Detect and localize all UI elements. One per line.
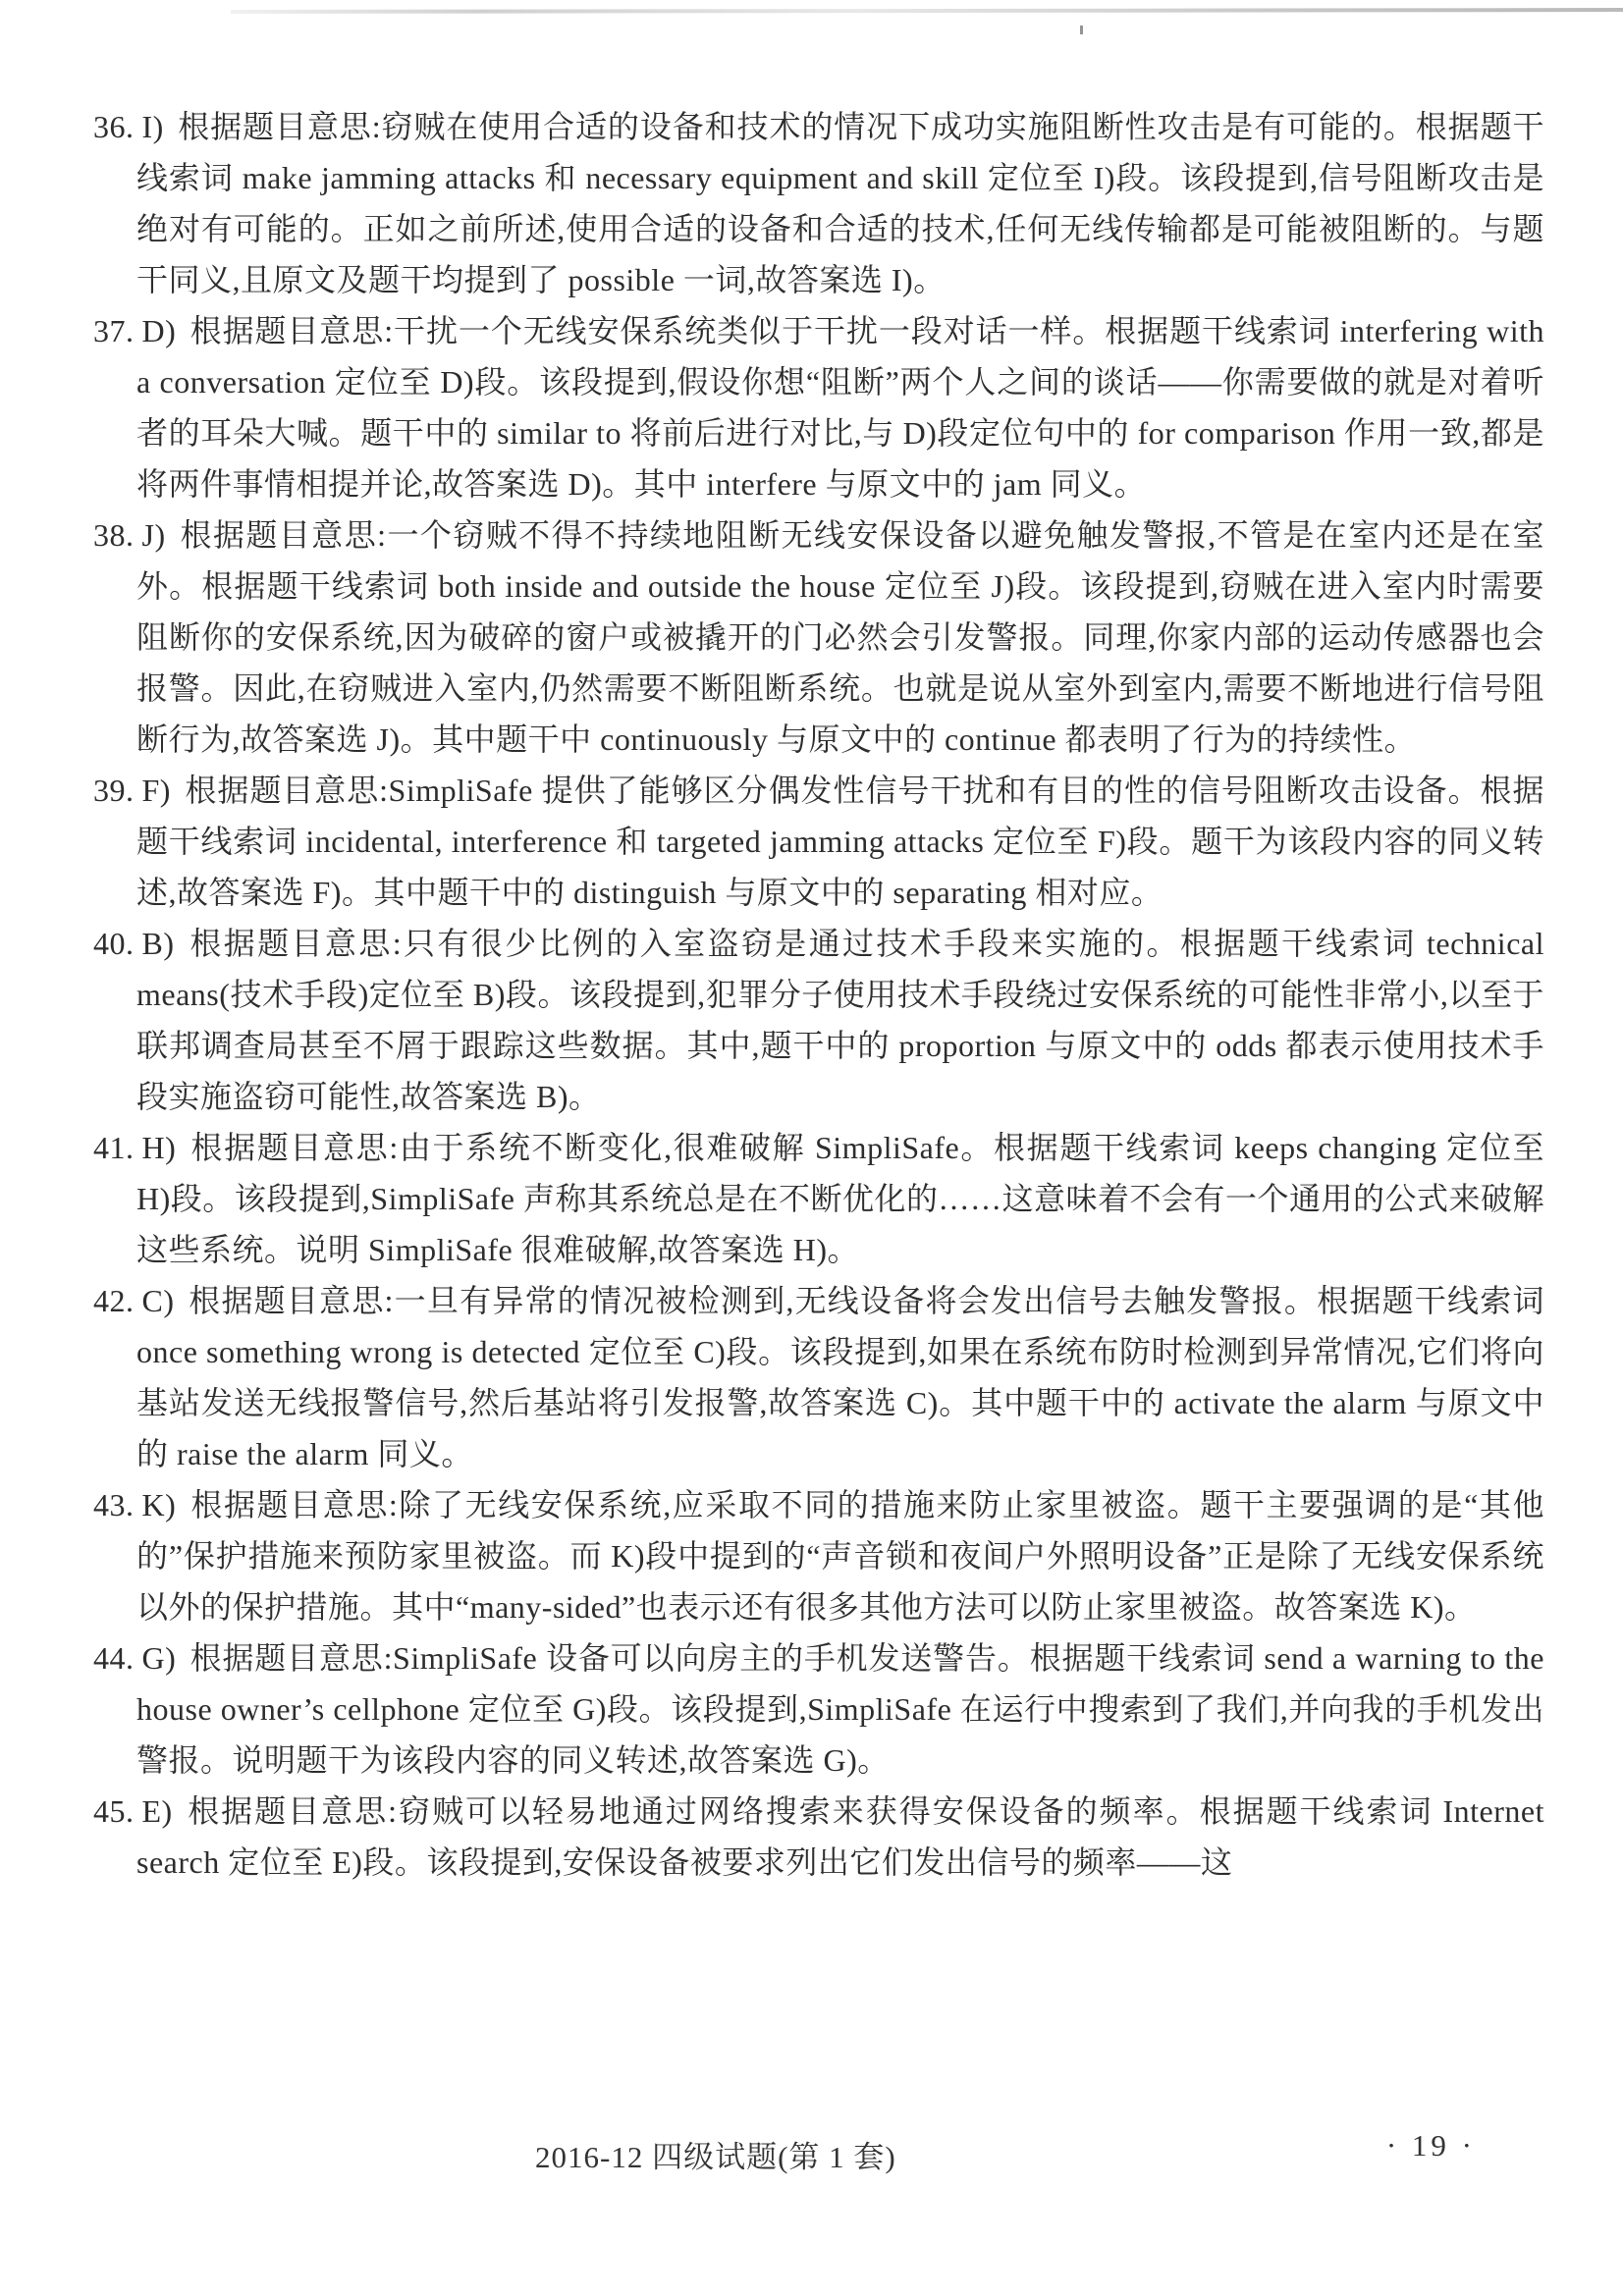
item-explanation: 根据题目意思:SimpliSafe 设备可以向房主的手机发送警告。根据题干线索词 send a warning to the house owner’s cellphone 定位至 G)段。该段提到,SimpliSafe 在运行中搜索到了我们,并向我的手机发出警报。说明题干为该段内容的同义转述,故答案选 G)。 — [136, 1640, 1544, 1778]
item-answer-letter: H) — [141, 1130, 177, 1165]
page-number: · 19 · — [1385, 2128, 1476, 2163]
answer-item-41 — [93, 1122, 1544, 1275]
item-explanation: 根据题目意思:窃贼在使用合适的设备和技术的情况下成功实施阻断性攻击是有可能的。根据题干线索词 make jamming attacks 和 necessary equipment and skill 定位至 I)段。该段提到,信号阻断攻击是绝对有可能的。正如之前所述,使用合适的设备和合适的技术,任何无线传输都是可能被阻断的。与题干同义,且原文及题干均提到了 possible 一词,故答案选 I)。 — [136, 109, 1544, 297]
item-answer-letter: E) — [141, 1793, 173, 1829]
item-number: 40. — [93, 926, 135, 961]
item-explanation: 根据题目意思:除了无线安保系统,应采取不同的措施来防止家里被盗。题干主要强调的是“其他的”保护措施来预防家里被盗。而 K)段中提到的“声音锁和夜间户外照明设备”正是除了无线安保系统以外的保护措施。其中“many-sided”也表示还有很多其他方法可以防止家里被盗。故答案选 K)。 — [136, 1487, 1544, 1625]
answer-item-42 — [93, 1275, 1544, 1479]
item-number: 44. — [93, 1640, 135, 1676]
item-number: 39. — [93, 773, 135, 808]
answer-item-44 — [93, 1632, 1544, 1786]
answer-item-37 — [93, 305, 1544, 509]
item-explanation: 根据题目意思:由于系统不断变化,很难破解 SimpliSafe。根据题干线索词 keeps changing 定位至 H)段。该段提到,SimpliSafe 声称其系统总是在不断优化的……这意味着不会有一个通用的公式来破解这些系统。说明 SimpliSafe 很难破解,故答案选 H)。 — [136, 1130, 1544, 1267]
scan-artifact-line — [231, 8, 1623, 14]
item-explanation: 根据题目意思:一个窃贼不得不持续地阻断无线安保设备以避免触发警报,不管是在室内还是在室外。根据题干线索词 both inside and outside the house 定位至 J)段。该段提到,窃贼在进入室内时需要阻断你的安保系统,因为破碎的窗户或被撬开的门必然会引发警报。同理,你家内部的运动传感器也会报警。因此,在窃贼进入室内,仍然需要不断阻断系统。也就是说从室外到室内,需要不断地进行信号阻断行为,故答案选 J)。其中题干中 continuously 与原文中的 continue 都表明了行为的持续性。 — [136, 517, 1544, 757]
item-explanation: 根据题目意思:只有很少比例的入室盗窃是通过技术手段来实施的。根据题干线索词 technical means(技术手段)定位至 B)段。该段提到,犯罪分子使用技术手段绕过安保系统的可能性非常小,以至于联邦调查局甚至不屑于跟踪这些数据。其中,题干中的 proportion 与原文中的 odds 都表示使用技术手段实施盗窃可能性,故答案选 B)。 — [136, 926, 1544, 1114]
item-answer-letter: B) — [141, 926, 175, 961]
answer-item-39 — [93, 765, 1544, 918]
item-explanation: 根据题目意思:窃贼可以轻易地通过网络搜索来获得安保设备的频率。根据题干线索词 Internet search 定位至 E)段。该段提到,安保设备被要求列出它们发出信号的频率——这 — [136, 1793, 1544, 1880]
scan-artifact-dot — [1080, 26, 1083, 34]
item-number: 42. — [93, 1283, 135, 1318]
answer-item-36 — [93, 101, 1544, 305]
item-answer-letter: I) — [141, 109, 164, 144]
item-explanation: 根据题目意思:SimpliSafe 提供了能够区分偶发性信号干扰和有目的性的信号阻断攻击设备。根据题干线索词 incidental, interference 和 targeted jamming attacks 定位至 F)段。题干为该段内容的同义转述,故答案选 F)。其中题干中的 distinguish 与原文中的 separating 相对应。 — [136, 773, 1544, 910]
item-explanation: 根据题目意思:干扰一个无线安保系统类似于干扰一段对话一样。根据题干线索词 interfering with a conversation 定位至 D)段。该段提到,假设你想“阻断”两个人之间的谈话——你需要做的就是对着听者的耳朵大喊。题干中的 similar to 将前后进行对比,与 D)段定位句中的 for comparison 作用一致,都是将两件事情相提并论,故答案选 D)。其中 interfere 与原文中的 jam 同义。 — [136, 313, 1544, 502]
item-number: 37. — [93, 313, 135, 348]
answer-item-38 — [93, 509, 1544, 765]
item-number: 43. — [93, 1487, 135, 1522]
item-explanation: 根据题目意思:一旦有异常的情况被检测到,无线设备将会发出信号去触发警报。根据题干线索词 once something wrong is detected 定位至 C)段。该段提到,如果在系统布防时检测到异常情况,它们将向基站发送无线报警信号,然后基站将引发报警,故答案选 C)。其中题干中的 activate the alarm 与原文中的 raise the alarm 同义。 — [136, 1283, 1544, 1471]
item-answer-letter: J) — [141, 517, 166, 553]
answer-item-45 — [93, 1786, 1544, 1888]
item-answer-letter: C) — [141, 1283, 175, 1318]
page-footer — [0, 2128, 1623, 2177]
item-number: 38. — [93, 517, 135, 553]
item-answer-letter: F) — [141, 773, 171, 808]
item-number: 41. — [93, 1130, 135, 1165]
answer-item-40 — [93, 918, 1544, 1122]
item-answer-letter: D) — [141, 313, 177, 348]
footer-exam-title: 2016-12 四级试题(第 1 套) — [535, 2140, 896, 2174]
answer-explanation-list — [93, 101, 1544, 1888]
item-answer-letter: K) — [141, 1487, 177, 1522]
item-number: 36. — [93, 109, 135, 144]
item-answer-letter: G) — [141, 1640, 177, 1676]
item-number: 45. — [93, 1793, 135, 1829]
answer-item-43 — [93, 1479, 1544, 1632]
